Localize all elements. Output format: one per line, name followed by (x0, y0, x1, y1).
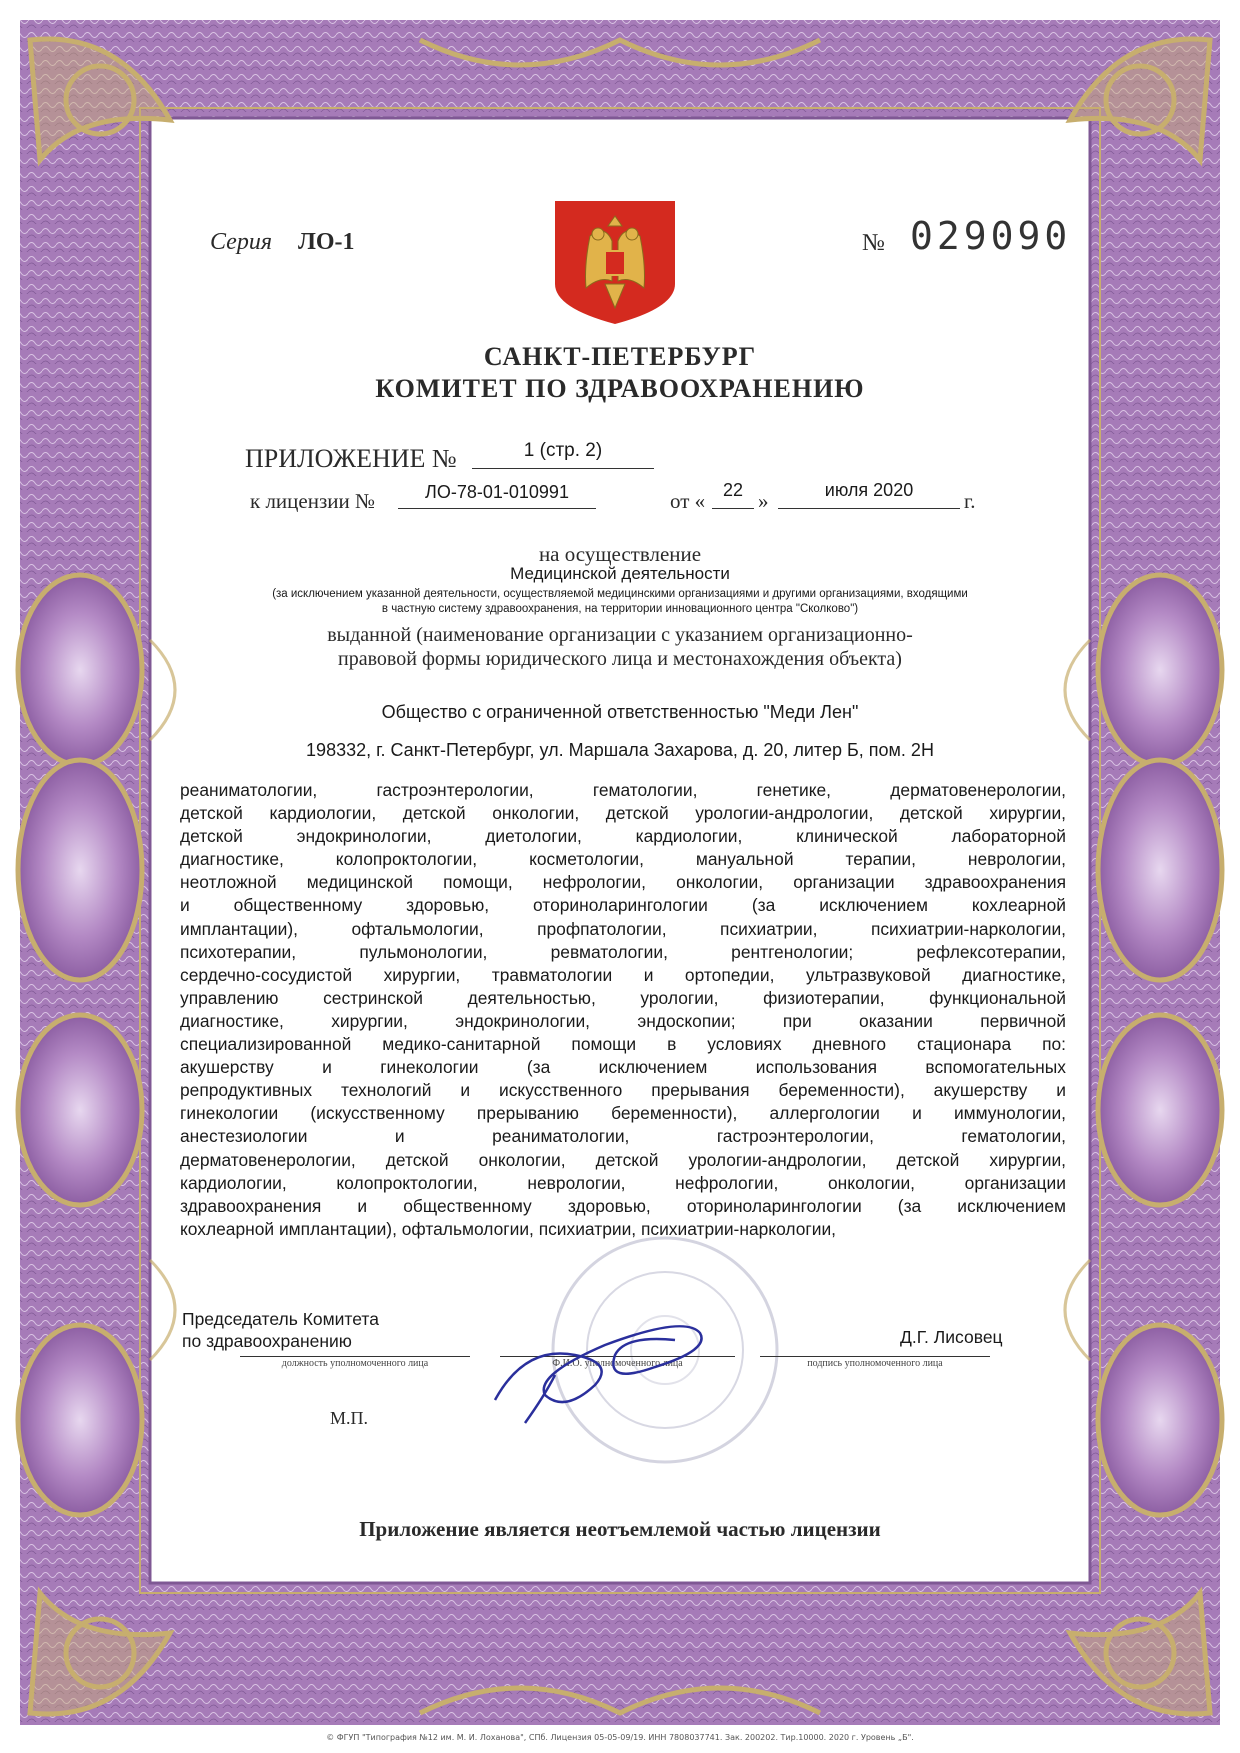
date-from-label: от « (670, 489, 706, 513)
service-line: управлению сестринской деятельностью, урологии, физиотерапии, функциональной (180, 987, 1066, 1008)
activity-exclusion-1: (за исключением указанной деятельности, осуществляемой медицинскими организациями и другими организациями, входящими (272, 588, 968, 600)
date-month-year: июля 2020 (824, 480, 914, 500)
date-year-suffix: г. (964, 489, 976, 513)
series-value: ЛО-1 (298, 229, 355, 255)
service-line: гинекологии (искусственному прерыванию беременности), аллергологии и иммунологии, (180, 1103, 1066, 1124)
service-line: и общественному здоровью, оториноларингологии (за исключением кохлеарной (180, 895, 1066, 916)
service-line: диагностике, колопроктологии, косметологии, мануальной терапии, неврологии, (180, 849, 1066, 870)
appendix-label: ПРИЛОЖЕНИЕ № (245, 444, 457, 473)
service-line: детской эндокринологии, диетологии, кардиологии, клинической лабораторной (180, 826, 1066, 847)
licensed-services-text (180, 779, 1066, 1241)
footer-statement: Приложение является неотъемлемой частью лицензии (359, 1517, 881, 1541)
service-line: дерматовенерологии, детской онкологии, детской урологии-андрологии, детской хирургии, (180, 1149, 1066, 1170)
series-label: Серия (210, 229, 272, 255)
service-line: специализированной медико-санитарной помощи в условиях дневного стационара по: (180, 1034, 1066, 1055)
issuer-committee: КОМИТЕТ ПО ЗДРАВООХРАНЕНИЮ (375, 374, 865, 403)
service-line: психотерапии, пульмонологии, ревматологии, рентгенологии; рефлексотерапии, (180, 941, 1066, 962)
coat-of-arms-icon (550, 196, 680, 326)
service-line: акушерству и гинекологии (за исключением использования вспомогательных (180, 1057, 1066, 1078)
number-symbol: № (862, 230, 885, 256)
stamp-place-label: М.П. (330, 1408, 369, 1428)
service-line: неотложной медицинской помощи, нефрологии, онкологии, организации здравоохранения (180, 872, 1066, 893)
service-line: имплантации), офтальмологии, профпатологии, психиатрии, психиатрии-наркологии, (180, 918, 1066, 939)
license-ref-value: ЛО-78-01-010991 (425, 482, 569, 502)
service-line: диагностике, хирургии, эндокринологии, эндоскопии; при оказании первичной (180, 1010, 1066, 1031)
signatory-position-2: по здравоохранению (182, 1331, 352, 1351)
activity-exclusion-2: в частную систему здравоохранения, на территории инновационного центра "Сколково") (381, 603, 859, 615)
signatory-name: Д.Г. Лисовец (900, 1327, 1003, 1347)
activity-intro: на осуществление (538, 542, 702, 566)
license-number: 029090 (910, 214, 1072, 258)
activity-type: Медицинской деятельности (510, 564, 730, 583)
service-line: кардиологии, колопроктологии, неврологии, нефрологии, онкологии, организации (180, 1172, 1066, 1193)
license-ref-label: к лицензии № (250, 489, 376, 513)
service-line: кохлеарной имплантации), офтальмологии, психиатрии, психиатрии-наркологии, (180, 1218, 836, 1239)
date-day-close: » (758, 489, 769, 513)
organization-name: Общество с ограниченной ответственностью "Меди Лен" (381, 702, 859, 722)
service-line: репродуктивных технологий и искусственного прерывания беременности), акушерству и (180, 1080, 1066, 1101)
date-day: 22 (722, 480, 744, 500)
handwritten-signature-icon (485, 1305, 715, 1435)
service-line: анестезиологии и реаниматологии, гастроэнтерологии, гематологии, (180, 1126, 1066, 1147)
signatory-position-1: Председатель Комитета (182, 1309, 379, 1329)
caption-signature: подпись уполномоченного лица (807, 1358, 943, 1369)
service-line: реаниматологии, гастроэнтерологии, гематологии, генетике, дерматовенерологии, (180, 780, 1066, 800)
issuer-city: САНКТ-ПЕТЕРБУРГ (483, 342, 757, 371)
issued-caption-1: выданной (наименование организации с указанием организационно- (327, 624, 913, 646)
appendix-value: 1 (стр. 2) (523, 440, 603, 461)
printer-imprint: © ФГУП "Типография №12 им. М. И. Лоханова", СПб. Лицензия 05-05-09/19. ИНН 7808037741. Зак. 200202. Тир.10000. 2020 г. Уровень „Б". (326, 1733, 914, 1742)
service-line: здравоохранения и общественному здоровью, оториноларингологии (за исключением (180, 1195, 1066, 1216)
service-line: сердечно-сосудистой хирургии, травматологии и ортопедии, ультразвуковой диагностике, (180, 964, 1066, 985)
caption-position: должность уполномоченного лица (281, 1358, 429, 1369)
issued-caption-2: правовой формы юридического лица и местонахождения объекта) (338, 648, 902, 670)
organization-address: 198332, г. Санкт-Петербург, ул. Маршала Захарова, д. 20, литер Б, пом. 2Н (306, 740, 934, 760)
service-line: детской кардиологии, детской онкологии, детской урологии-андрологии, детской хирургии, (180, 803, 1066, 824)
caption-fullname: Ф.И.О. уполномоченного лица (552, 1358, 683, 1369)
